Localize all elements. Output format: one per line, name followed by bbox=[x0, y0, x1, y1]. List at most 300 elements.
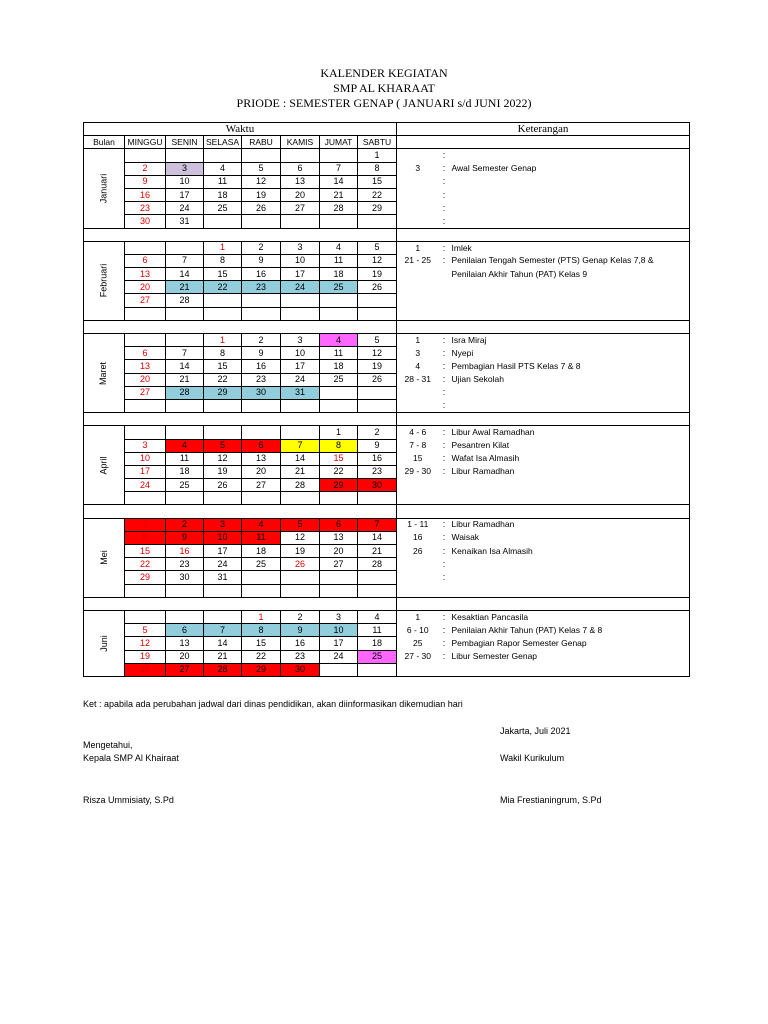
principal-title: Kepala SMP Al Khairaat bbox=[83, 753, 179, 763]
week-row bbox=[84, 215, 690, 228]
day-cell bbox=[204, 307, 242, 320]
event-description: Isra Miraj bbox=[450, 334, 690, 347]
event-colon: : bbox=[439, 334, 450, 347]
event-description: Kenaikan Isa Almasih bbox=[450, 545, 690, 558]
event-date-range bbox=[397, 268, 439, 281]
separator-cell bbox=[397, 505, 690, 518]
day-cell: 26 bbox=[358, 373, 397, 386]
event-colon bbox=[439, 307, 450, 320]
day-cell: 6 bbox=[320, 518, 358, 531]
event-description bbox=[450, 188, 690, 201]
day-cell: 5 bbox=[242, 162, 281, 175]
day-cell bbox=[204, 426, 242, 439]
event-colon: : bbox=[439, 399, 450, 412]
day-cell bbox=[320, 663, 358, 676]
event-colon: : bbox=[442, 374, 446, 385]
event-description: Ujian Sekolah bbox=[450, 373, 690, 386]
event-description: Pesantren Kilat bbox=[450, 439, 690, 452]
day-cell bbox=[125, 584, 166, 597]
event-description: Awal Semester Genap bbox=[450, 162, 690, 175]
day-cell bbox=[125, 334, 166, 347]
day-cell: 15 bbox=[204, 268, 242, 281]
day-cell: 2 bbox=[242, 241, 281, 254]
day-cell: 30 bbox=[358, 479, 397, 492]
day-cell bbox=[242, 307, 281, 320]
day-cell: 10 bbox=[125, 452, 166, 465]
event-date-range: 15 bbox=[397, 452, 439, 465]
day-cell: 3 bbox=[125, 439, 166, 452]
week-row bbox=[84, 558, 690, 571]
day-cell: 24 bbox=[204, 558, 242, 571]
day-cell bbox=[204, 294, 242, 307]
event-date-range: 25 bbox=[397, 637, 439, 650]
calendar-table bbox=[83, 122, 690, 677]
day-cell: 2 bbox=[125, 162, 166, 175]
day-cell: 9 bbox=[242, 254, 281, 267]
day-cell: 11 bbox=[358, 624, 397, 637]
day-cell: 18 bbox=[242, 545, 281, 558]
event-colon: : bbox=[442, 532, 446, 543]
day-cell bbox=[166, 399, 204, 412]
event-colon bbox=[439, 294, 450, 307]
day-cell: 2 bbox=[242, 334, 281, 347]
day-cell bbox=[281, 399, 320, 412]
day-cell bbox=[242, 149, 281, 162]
event-colon bbox=[439, 479, 450, 492]
day-cell bbox=[242, 492, 281, 505]
week-row bbox=[84, 202, 690, 215]
day-cell: 28 bbox=[281, 479, 320, 492]
week-row bbox=[84, 399, 690, 412]
day-cell: 18 bbox=[320, 360, 358, 373]
event-colon bbox=[439, 281, 450, 294]
day-cell: 9 bbox=[281, 624, 320, 637]
day-cell: 7 bbox=[166, 347, 204, 360]
day-cell bbox=[166, 610, 204, 623]
day-cell bbox=[166, 307, 204, 320]
event-colon: : bbox=[442, 347, 446, 358]
month-name: April bbox=[98, 456, 109, 475]
day-cell: 30 bbox=[125, 215, 166, 228]
day-cell: 7 bbox=[358, 518, 397, 531]
month-name: Mei bbox=[98, 550, 109, 565]
day-cell: 22 bbox=[125, 558, 166, 571]
week-row bbox=[84, 650, 690, 663]
event-description: Imlek bbox=[450, 241, 690, 254]
day-header: SENIN bbox=[166, 136, 204, 149]
day-cell: 24 bbox=[125, 479, 166, 492]
month-separator bbox=[84, 320, 690, 333]
mengetahui-label: Mengetahui, bbox=[83, 740, 133, 750]
day-cell: 19 bbox=[204, 465, 242, 478]
day-cell bbox=[320, 386, 358, 399]
period-title: PRIODE : SEMESTER GENAP ( JANUARI s/d JUNI 2022) bbox=[236, 96, 532, 110]
day-cell: 7 bbox=[204, 624, 242, 637]
day-cell: 24 bbox=[281, 281, 320, 294]
day-cell: 14 bbox=[320, 175, 358, 188]
day-cell: 14 bbox=[166, 268, 204, 281]
day-cell bbox=[358, 215, 397, 228]
day-cell: 14 bbox=[358, 531, 397, 544]
day-cell: 17 bbox=[166, 188, 204, 201]
event-date-range bbox=[397, 281, 439, 294]
event-colon: : bbox=[439, 241, 450, 254]
day-cell: 17 bbox=[281, 360, 320, 373]
day-cell: 28 bbox=[166, 294, 204, 307]
day-cell: 27 bbox=[242, 479, 281, 492]
event-description bbox=[450, 281, 690, 294]
day-cell: 13 bbox=[281, 175, 320, 188]
event-description: Libur Semester Genap bbox=[450, 650, 690, 663]
day-cell: 28 bbox=[320, 202, 358, 215]
month-name: Januari bbox=[98, 173, 109, 204]
day-cell: 29 bbox=[320, 479, 358, 492]
day-cell: 20 bbox=[125, 281, 166, 294]
day-cell: 2 bbox=[166, 518, 204, 531]
day-cell: 18 bbox=[166, 465, 204, 478]
week-row bbox=[84, 492, 690, 505]
day-cell: 3 bbox=[166, 162, 204, 175]
day-cell: 19 bbox=[281, 545, 320, 558]
day-cell: 4 bbox=[204, 162, 242, 175]
week-row bbox=[84, 307, 690, 320]
day-cell: 12 bbox=[358, 347, 397, 360]
week-row bbox=[84, 518, 690, 531]
day-cell: 24 bbox=[166, 202, 204, 215]
day-cell bbox=[281, 215, 320, 228]
week-row bbox=[84, 663, 690, 676]
event-colon bbox=[439, 492, 450, 505]
day-cell bbox=[125, 492, 166, 505]
day-cell: 10 bbox=[204, 531, 242, 544]
event-description bbox=[450, 663, 690, 676]
separator-cell bbox=[397, 228, 690, 241]
week-row bbox=[84, 610, 690, 623]
day-cell: 14 bbox=[166, 360, 204, 373]
day-cell: 30 bbox=[242, 386, 281, 399]
day-cell: 20 bbox=[125, 373, 166, 386]
day-cell: 26 bbox=[204, 479, 242, 492]
event-colon: : bbox=[442, 624, 446, 635]
event-date-range bbox=[397, 149, 439, 162]
event-date-range bbox=[397, 492, 439, 505]
event-description: Wafat Isa Almasih bbox=[450, 452, 690, 465]
event-colon: : bbox=[442, 651, 446, 662]
bulan-header: Bulan bbox=[84, 136, 125, 149]
day-cell: 6 bbox=[125, 347, 166, 360]
week-row bbox=[84, 347, 690, 360]
day-cell: 20 bbox=[242, 465, 281, 478]
doc-title: KALENDER KEGIATAN bbox=[320, 66, 448, 80]
event-date-range: 1 bbox=[397, 334, 439, 347]
event-description bbox=[450, 386, 690, 399]
day-cell bbox=[204, 492, 242, 505]
week-row bbox=[84, 452, 690, 465]
day-cell: 22 bbox=[358, 188, 397, 201]
week-row bbox=[84, 465, 690, 478]
week-row bbox=[84, 584, 690, 597]
week-row bbox=[84, 175, 690, 188]
day-cell bbox=[320, 307, 358, 320]
event-colon: : bbox=[442, 387, 446, 398]
day-cell: 18 bbox=[320, 268, 358, 281]
day-cell bbox=[320, 215, 358, 228]
event-date-range: 21 - 25 bbox=[397, 254, 439, 267]
month-name: Maret bbox=[98, 361, 109, 385]
month-separator bbox=[84, 228, 690, 241]
day-cell: 7 bbox=[281, 439, 320, 452]
event-colon: : bbox=[442, 453, 446, 464]
month-separator bbox=[84, 505, 690, 518]
day-cell: 8 bbox=[320, 439, 358, 452]
event-description: Nyepi bbox=[450, 347, 690, 360]
event-date-range bbox=[397, 558, 439, 571]
day-cell bbox=[125, 241, 166, 254]
day-cell bbox=[242, 571, 281, 584]
day-cell: 19 bbox=[358, 268, 397, 281]
day-cell: 22 bbox=[204, 281, 242, 294]
day-cell: 7 bbox=[320, 162, 358, 175]
day-cell: 27 bbox=[281, 202, 320, 215]
week-row bbox=[84, 439, 690, 452]
month-separator bbox=[84, 413, 690, 426]
month-label-cell bbox=[84, 241, 125, 320]
event-description: Libur Ramadhan bbox=[450, 518, 690, 531]
day-cell bbox=[358, 307, 397, 320]
event-colon: : bbox=[442, 637, 446, 648]
day-cell bbox=[320, 584, 358, 597]
day-cell: 9 bbox=[166, 531, 204, 544]
week-row bbox=[84, 254, 690, 267]
day-cell: 31 bbox=[281, 386, 320, 399]
week-row bbox=[84, 294, 690, 307]
day-cell: 29 bbox=[125, 571, 166, 584]
day-cell bbox=[204, 215, 242, 228]
event-date-range bbox=[397, 175, 439, 188]
day-cell bbox=[281, 294, 320, 307]
day-cell: 4 bbox=[320, 334, 358, 347]
day-cell: 6 bbox=[242, 439, 281, 452]
separator-cell bbox=[84, 228, 397, 241]
event-description: Libur Ramadhan bbox=[450, 465, 690, 478]
event-description bbox=[450, 399, 690, 412]
day-header: MINGGU bbox=[125, 136, 166, 149]
event-description bbox=[450, 307, 690, 320]
waktu-header: Waktu bbox=[84, 123, 397, 136]
day-cell: 13 bbox=[166, 637, 204, 650]
event-colon: : bbox=[442, 163, 446, 174]
day-cell bbox=[281, 584, 320, 597]
day-cell: 7 bbox=[166, 254, 204, 267]
day-cell: 6 bbox=[166, 624, 204, 637]
day-cell bbox=[281, 571, 320, 584]
event-date-range bbox=[397, 307, 439, 320]
day-cell: 11 bbox=[204, 175, 242, 188]
week-row bbox=[84, 624, 690, 637]
separator-cell bbox=[84, 413, 397, 426]
week-row bbox=[84, 545, 690, 558]
separator-cell bbox=[84, 505, 397, 518]
keterangan-header: Keterangan bbox=[397, 123, 690, 136]
day-cell bbox=[242, 294, 281, 307]
day-cell: 26 bbox=[125, 663, 166, 676]
day-cell: 16 bbox=[242, 268, 281, 281]
event-date-range: 1 bbox=[397, 610, 439, 623]
day-cell: 9 bbox=[125, 175, 166, 188]
day-cell: 11 bbox=[320, 254, 358, 267]
day-cell: 23 bbox=[242, 281, 281, 294]
day-cell: 19 bbox=[242, 188, 281, 201]
day-cell: 18 bbox=[358, 637, 397, 650]
week-row bbox=[84, 162, 690, 175]
day-cell: 1 bbox=[125, 518, 166, 531]
day-cell: 30 bbox=[281, 663, 320, 676]
event-date-range: 4 bbox=[397, 360, 439, 373]
day-cell: 16 bbox=[125, 188, 166, 201]
day-cell: 31 bbox=[204, 571, 242, 584]
day-cell bbox=[166, 426, 204, 439]
day-cell: 2 bbox=[358, 426, 397, 439]
day-cell bbox=[358, 584, 397, 597]
event-date-range: 1 bbox=[397, 241, 439, 254]
vice-name: Mia Frestianingrum, S.Pd bbox=[500, 795, 602, 805]
day-cell: 16 bbox=[166, 545, 204, 558]
day-cell: 16 bbox=[281, 637, 320, 650]
day-cell: 1 bbox=[204, 241, 242, 254]
event-description: Pembagian Hasil PTS Kelas 7 & 8 bbox=[450, 360, 690, 373]
day-cell bbox=[125, 610, 166, 623]
event-date-range: 3 bbox=[397, 347, 439, 360]
month-label-cell bbox=[84, 518, 125, 597]
day-cell: 5 bbox=[281, 518, 320, 531]
event-colon: : bbox=[439, 426, 450, 439]
event-description: Libur Awal Ramadhan bbox=[450, 426, 690, 439]
day-cell bbox=[242, 399, 281, 412]
day-cell bbox=[166, 334, 204, 347]
event-date-range bbox=[397, 188, 439, 201]
day-cell: 10 bbox=[281, 254, 320, 267]
month-label-cell bbox=[84, 610, 125, 676]
event-date-range bbox=[397, 584, 439, 597]
vice-title: Wakil Kurikulum bbox=[500, 753, 565, 763]
event-colon bbox=[439, 268, 450, 281]
week-row bbox=[84, 426, 690, 439]
day-cell bbox=[358, 492, 397, 505]
event-description bbox=[450, 584, 690, 597]
event-colon: : bbox=[442, 189, 446, 200]
event-date-range: 1 - 11 bbox=[397, 518, 439, 531]
day-cell bbox=[125, 399, 166, 412]
day-cell bbox=[281, 492, 320, 505]
day-cell: 29 bbox=[242, 663, 281, 676]
day-cell: 21 bbox=[320, 188, 358, 201]
separator-cell bbox=[397, 597, 690, 610]
month-name: Februari bbox=[98, 263, 109, 298]
day-cell: 17 bbox=[204, 545, 242, 558]
event-date-range bbox=[397, 386, 439, 399]
event-colon: : bbox=[442, 545, 446, 556]
event-colon: : bbox=[439, 610, 450, 623]
event-colon: : bbox=[442, 558, 446, 569]
day-cell: 17 bbox=[125, 465, 166, 478]
event-description bbox=[450, 571, 690, 584]
day-cell bbox=[125, 307, 166, 320]
event-colon: : bbox=[442, 202, 446, 213]
event-date-range: 29 - 30 bbox=[397, 465, 439, 478]
separator-cell bbox=[84, 597, 397, 610]
day-cell: 24 bbox=[281, 373, 320, 386]
event-colon: : bbox=[442, 360, 446, 371]
day-cell: 16 bbox=[358, 452, 397, 465]
day-header: RABU bbox=[242, 136, 281, 149]
day-cell: 29 bbox=[358, 202, 397, 215]
event-date-range: 26 bbox=[397, 545, 439, 558]
separator-cell bbox=[84, 320, 397, 333]
day-cell bbox=[204, 149, 242, 162]
day-cell: 10 bbox=[281, 347, 320, 360]
day-cell: 28 bbox=[166, 386, 204, 399]
day-cell: 2 bbox=[281, 610, 320, 623]
day-cell bbox=[281, 426, 320, 439]
day-cell: 21 bbox=[166, 281, 204, 294]
day-cell: 3 bbox=[281, 241, 320, 254]
day-cell: 14 bbox=[281, 452, 320, 465]
day-cell: 4 bbox=[242, 518, 281, 531]
month-label-cell bbox=[84, 334, 125, 413]
day-cell: 23 bbox=[166, 558, 204, 571]
day-cell: 22 bbox=[204, 373, 242, 386]
month-label-cell bbox=[84, 149, 125, 228]
day-cell: 16 bbox=[242, 360, 281, 373]
day-cell bbox=[358, 294, 397, 307]
day-cell: 1 bbox=[242, 610, 281, 623]
event-description bbox=[450, 479, 690, 492]
day-cell bbox=[320, 294, 358, 307]
week-row bbox=[84, 386, 690, 399]
event-description: Penilaian Akhir Tahun (PAT) Kelas 7 & 8 bbox=[450, 624, 690, 637]
month-separator bbox=[84, 597, 690, 610]
event-colon: : bbox=[439, 215, 450, 228]
day-cell: 15 bbox=[358, 175, 397, 188]
day-cell: 14 bbox=[204, 637, 242, 650]
day-header: KAMIS bbox=[281, 136, 320, 149]
day-cell bbox=[166, 149, 204, 162]
day-cell bbox=[281, 149, 320, 162]
day-cell: 26 bbox=[242, 202, 281, 215]
week-row bbox=[84, 531, 690, 544]
event-date-range: 4 - 6 bbox=[397, 426, 439, 439]
day-cell: 8 bbox=[358, 162, 397, 175]
week-row bbox=[84, 281, 690, 294]
event-description bbox=[450, 294, 690, 307]
event-colon: : bbox=[442, 466, 446, 477]
week-row bbox=[84, 334, 690, 347]
day-cell: 1 bbox=[204, 334, 242, 347]
day-cell: 13 bbox=[125, 268, 166, 281]
day-cell bbox=[358, 386, 397, 399]
place-date: Jakarta, Juli 2021 bbox=[500, 726, 571, 736]
day-cell: 10 bbox=[166, 175, 204, 188]
day-cell: 3 bbox=[204, 518, 242, 531]
day-cell: 6 bbox=[125, 254, 166, 267]
day-cell: 8 bbox=[125, 531, 166, 544]
day-cell: 3 bbox=[320, 610, 358, 623]
event-description bbox=[450, 492, 690, 505]
event-description bbox=[450, 202, 690, 215]
week-row bbox=[84, 479, 690, 492]
day-cell: 23 bbox=[281, 650, 320, 663]
day-cell: 11 bbox=[320, 347, 358, 360]
